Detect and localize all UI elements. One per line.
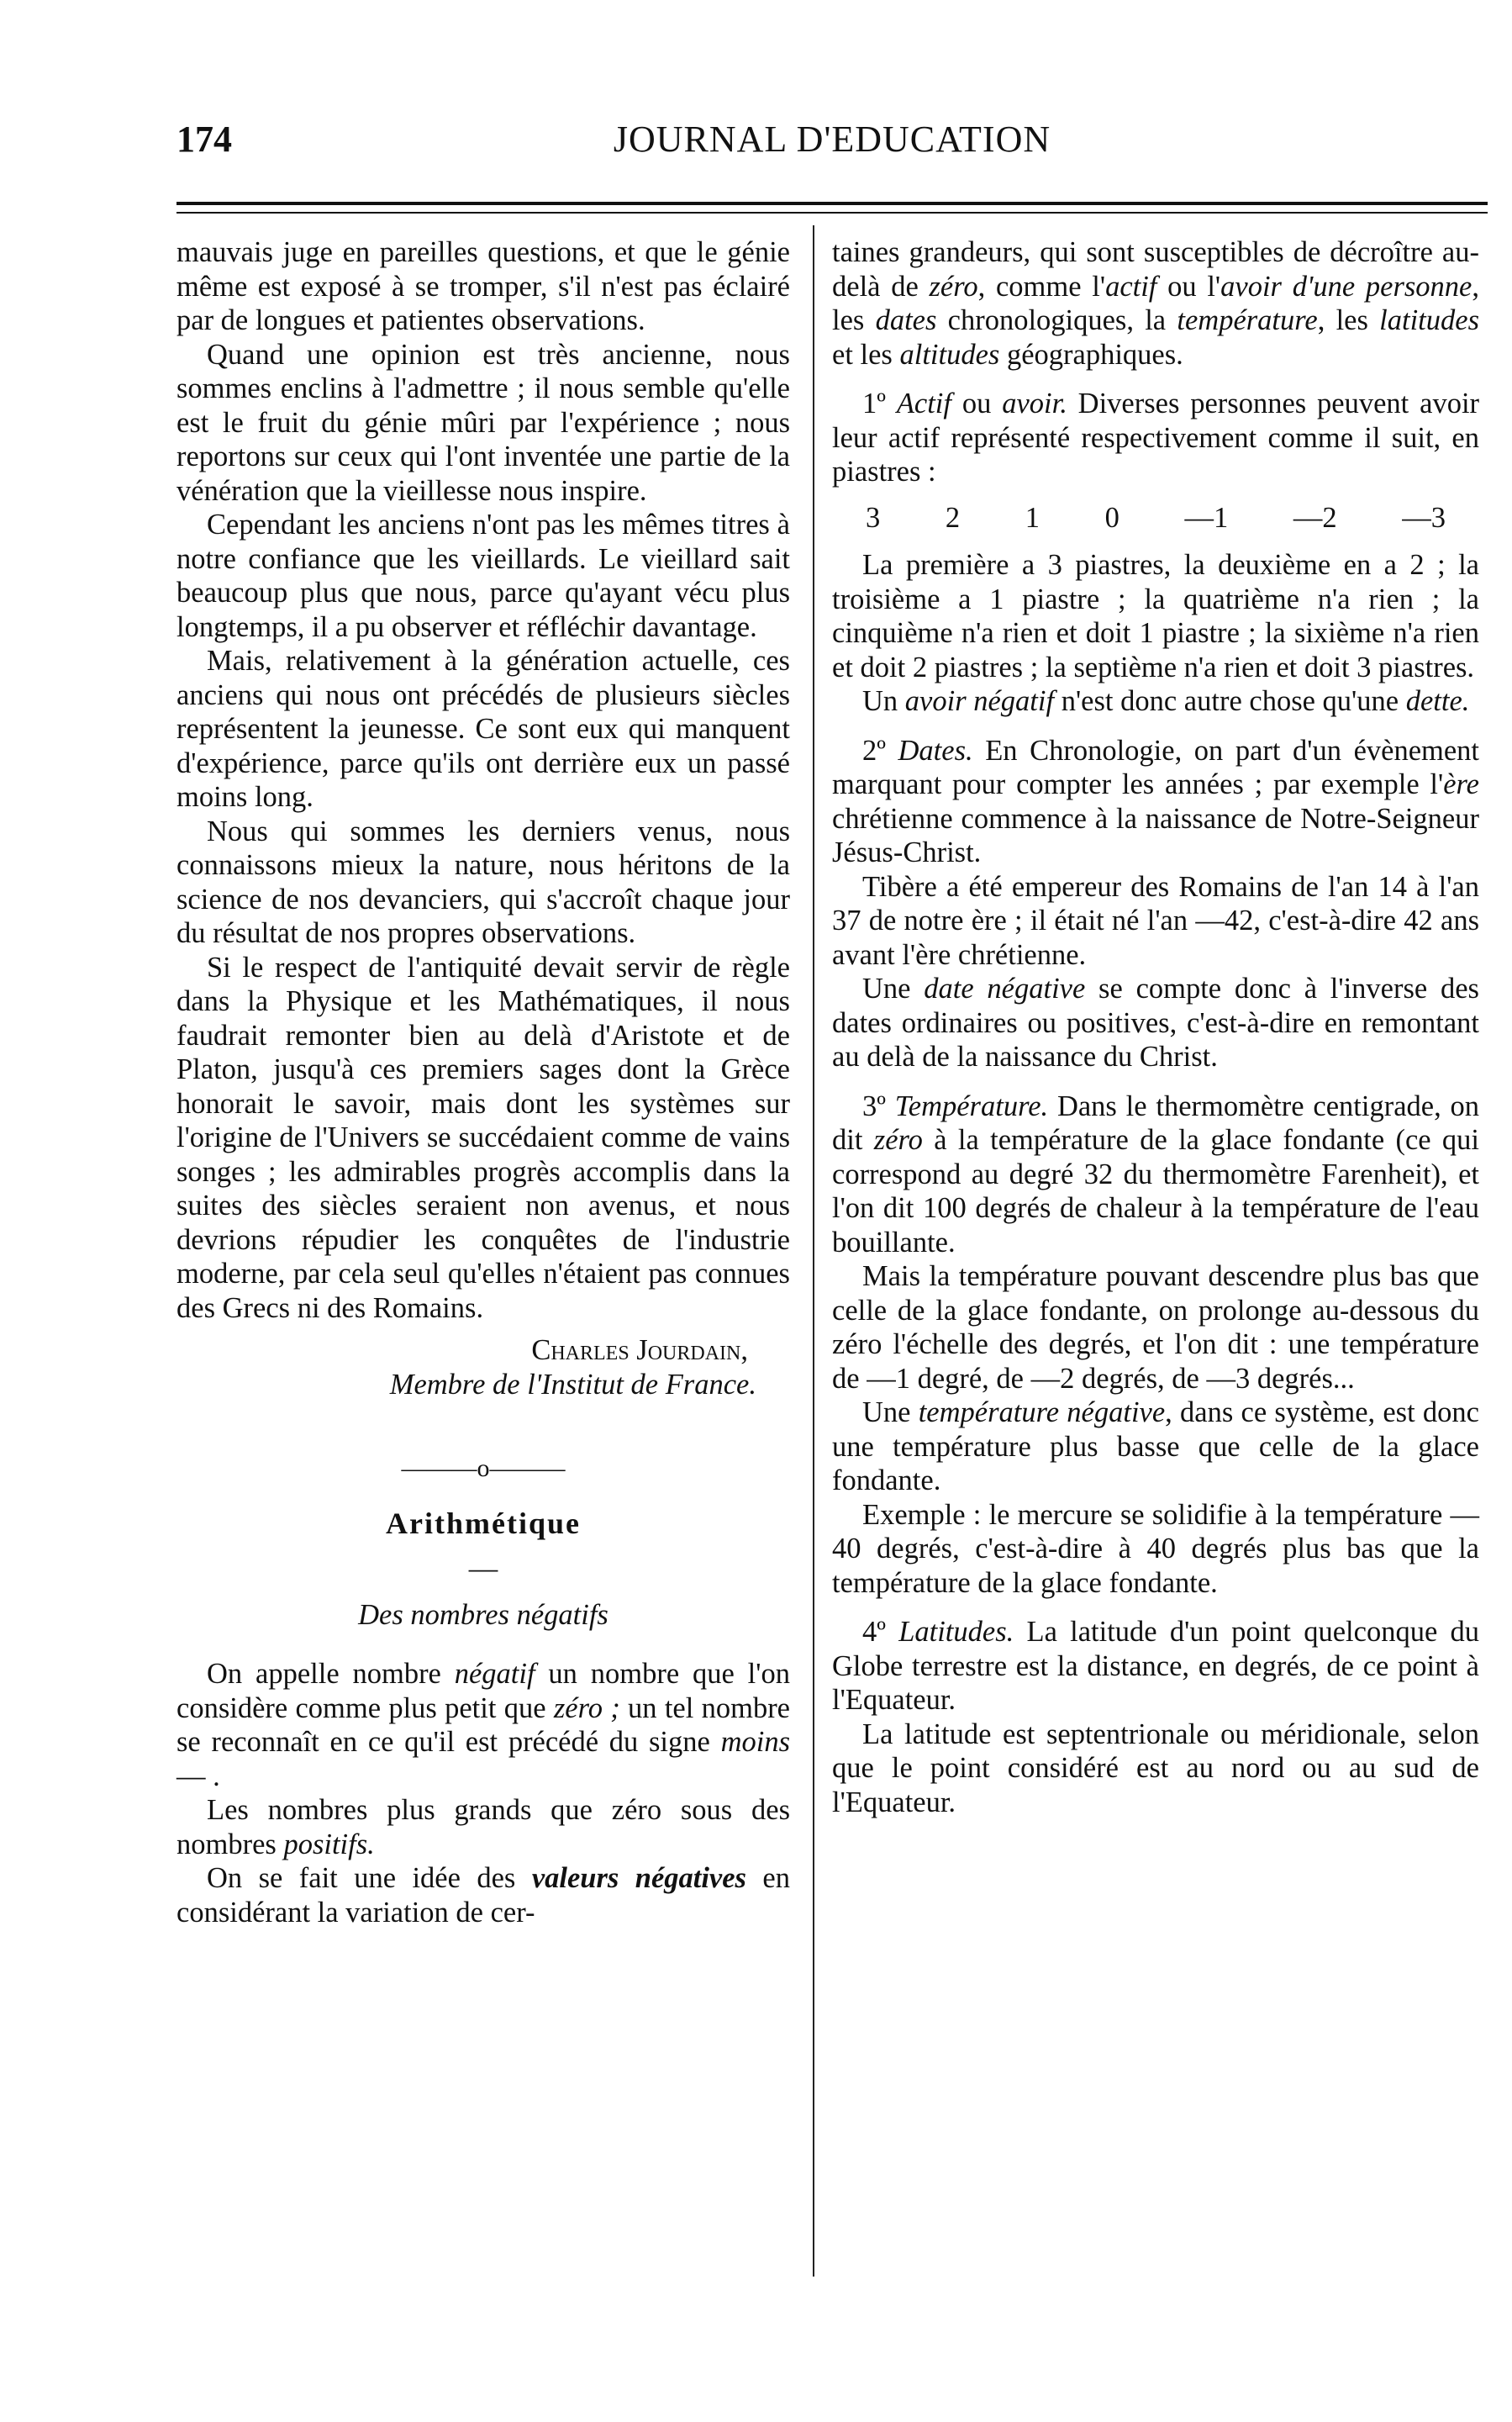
- paragraph: La première a 3 piastres, la deuxième en a 2 ; la troisième a 1 piastre ; la quatrième n'a rien ; la cinquième n'a rien et doit 1 piastre ; la sixième n'a rien et doit 2 piastres ; la septième n'a rien et doit 3 piastres.: [832, 549, 1479, 683]
- sequence-value: —3: [1402, 501, 1446, 534]
- paragraph: mauvais juge en pareilles questions, et que le génie même est exposé à se tromper, s'il n'est pas éclairé par de longues et patientes observations.: [176, 236, 790, 336]
- paragraph: Une date négative se compte donc à l'inverse des dates ordinaires ou positives, c'est-à-dire en remontant au delà de la naissance du Christ.: [832, 973, 1479, 1073]
- page-header: [176, 118, 1488, 177]
- running-head: JOURNAL D'EDUCATION: [613, 119, 1051, 160]
- column-divider: [813, 225, 814, 2277]
- paragraph: taines grandeurs, qui sont susceptibles de décroître au-delà de zéro, comme l'actif ou l'avoir d'une personne, les dates chronologiques, la température, les latitudes et les altitudes géographiques.: [832, 236, 1480, 371]
- header-rule-thin: [176, 212, 1488, 214]
- paragraph: Si le respect de l'antiquité devait servir de règle dans la Physique et les Mathématiques, il nous faudrait remonter bien au delà d'Aristote et de Platon, jusqu'à ces premiers sages dont la Grèce honorait le savoir, mais dont les systèmes sur l'origine de l'Univers se succédaient comme de vains songes ; les admirables progrès accomplis dans la suites des siècles seraient non avenus, et nous devrions répudier les conquêtes de l'industrie moderne, par cela seul qu'elles n'étaient pas connues des Grecs ni des Romains.: [176, 951, 790, 1324]
- header-rule-thick: [176, 202, 1488, 205]
- section-title: Arithmétique: [386, 1506, 581, 1540]
- sequence-value: —1: [1184, 501, 1229, 534]
- left-column: [176, 235, 790, 1929]
- paragraph: On se fait une idée des valeurs négatives en considérant la variation de cer-: [176, 1862, 790, 1929]
- paragraph: Mais, relativement à la génération actuelle, ces anciens qui nous ont précédés de plusieurs siècles représentent la jeunesse. Ce sont eux qui manquent d'expérience, parce qu'ils ont derrière eux un passé moins long.: [176, 645, 790, 813]
- paragraph: Exemple : le mercure se solidifie à la température —40 degrés, c'est-à-dire à 40 degrés plus bas que la température de la glace fondante.: [832, 1498, 1479, 1599]
- section-subtitle: Des nombres négatifs: [358, 1598, 608, 1631]
- paragraph: Une température négative, dans ce système, est donc une température plus basse que celle de la glace fondante.: [832, 1396, 1479, 1496]
- right-column: [832, 235, 1479, 1819]
- paragraph: Les nombres plus grands que zéro sous des nombres positifs.: [176, 1794, 790, 1860]
- page-number: 174: [176, 119, 232, 160]
- section-ornament: ———o———: [401, 1454, 566, 1482]
- paragraph: 4º Latitudes. La latitude d'un point quelconque du Globe terrestre est la distance, en degrés, de ce point à l'Equateur.: [832, 1616, 1480, 1716]
- sequence-value: 1: [1025, 501, 1040, 534]
- paragraph: 3º Température. Dans le thermomètre centigrade, on dit zéro à la température de la glace fondante (ce qui correspond au degré 32 du thermomètre Farenheit), et l'on dit 100 degrés de chaleur à la température de l'eau bouillante.: [832, 1090, 1480, 1258]
- sequence-value: 3: [866, 501, 881, 534]
- sequence-value: —2: [1293, 501, 1337, 534]
- paragraph: Tibère a été empereur des Romains de l'an 14 à l'an 37 de notre ère ; il était né l'an —42, c'est-à-dire 42 ans avant l'ère chrétienne.: [832, 870, 1479, 971]
- sequence-value: 2: [945, 501, 961, 534]
- sequence-value: 0: [1104, 501, 1120, 534]
- paragraph: La latitude est septentrionale ou méridionale, selon que le point considéré est au nord ou au sud de l'Equateur.: [832, 1718, 1479, 1818]
- paragraph: Nous qui sommes les derniers venus, nous connaissons mieux la nature, nous héritons de la science de nos devanciers, qui s'accroît chaque jour du résultat de nos propres observations.: [176, 815, 790, 949]
- paragraph: 2º Dates. En Chronologie, on part d'un évènement marquant pour compter les années ; par exemple l'ère chrétienne commence à la naissance de Notre-Seigneur Jésus-Christ.: [832, 734, 1479, 868]
- value-sequence: [832, 501, 1479, 536]
- paragraph: Cependant les anciens n'ont pas les mêmes titres à notre confiance que les vieillards. Le vieillard sait beaucoup plus que nous, parce qu'ayant vécu plus longtemps, il a pu observer et réfléchir davantage.: [176, 509, 790, 643]
- author-affiliation: Membre de l'Institut de France.: [389, 1368, 756, 1401]
- paragraph: Un avoir négatif n'est donc autre chose qu'une dette.: [862, 685, 1470, 717]
- paragraph: Quand une opinion est très ancienne, nous sommes enclins à l'admettre ; il nous semble qu'elle est le fruit du génie mûri par l'expérience ; nous reportons sur ceux qui l'ont inventée une partie de la vénération que la vieillesse nous inspire.: [176, 338, 790, 507]
- paragraph: 1º Actif ou avoir. Diverses personnes peuvent avoir leur actif représenté respectivement comme il suit, en piastres :: [832, 388, 1480, 488]
- section-dash: —: [468, 1553, 498, 1585]
- paragraph: On appelle nombre négatif un nombre que l'on considère comme plus petit que zéro ; un tel nombre se reconnaît en ce qu'il est précédé du signe moins — .: [176, 1658, 790, 1792]
- paragraph: Mais la température pouvant descendre plus bas que celle de la glace fondante, on prolonge au-dessous du zéro l'échelle des degrés, et l'on dit : une température de —1 degré, de —2 degrés, de —3 degrés...: [832, 1260, 1479, 1395]
- author-signature: Charles Jourdain,: [531, 1334, 748, 1366]
